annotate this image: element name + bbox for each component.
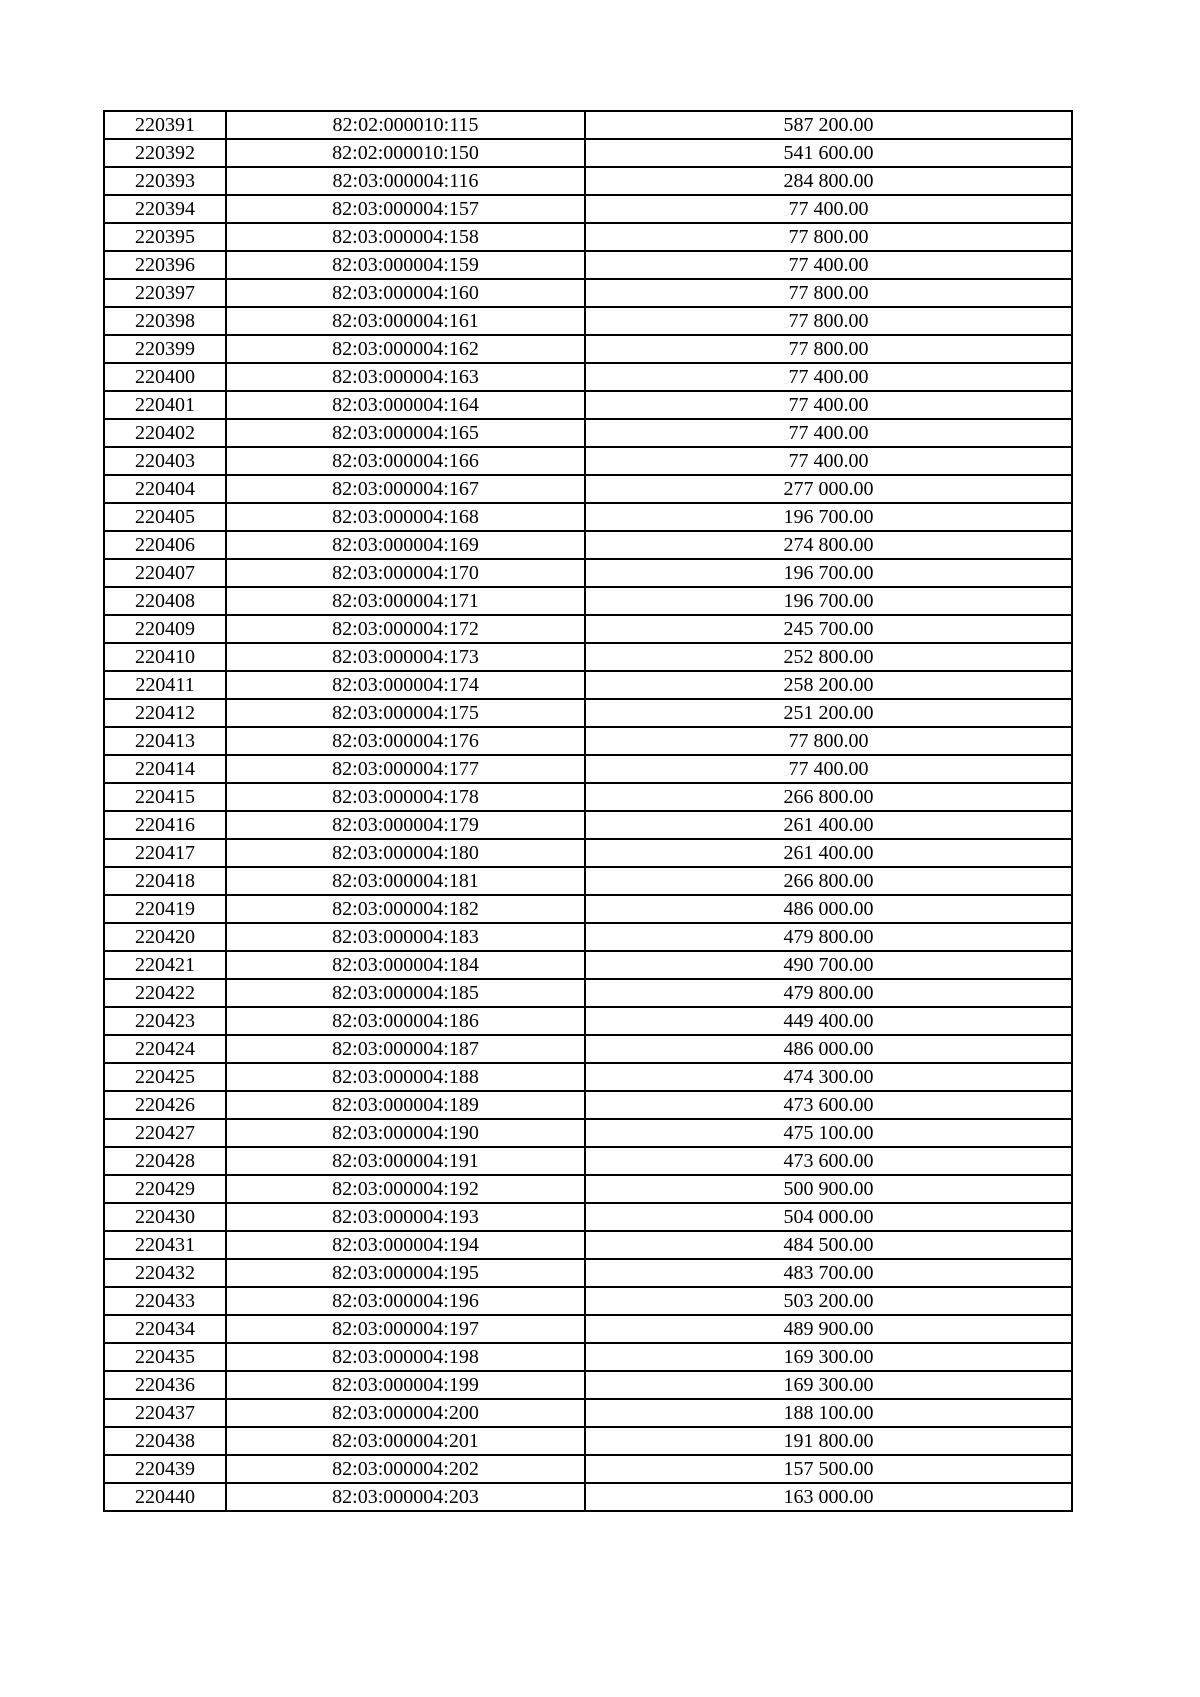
- value-cell: 266 800.00: [585, 867, 1072, 895]
- value-cell: 77 800.00: [585, 279, 1072, 307]
- cadastral-number-cell: 82:03:000004:183: [226, 923, 585, 951]
- cadastral-number-cell: 82:03:000004:164: [226, 391, 585, 419]
- table-row: [104, 1007, 1072, 1035]
- cadastral-number-cell: 82:03:000004:176: [226, 727, 585, 755]
- table-row: [104, 811, 1072, 839]
- row-number-cell: 220425: [104, 1063, 226, 1091]
- value-cell: 252 800.00: [585, 643, 1072, 671]
- cadastral-number-cell: 82:03:000004:203: [226, 1483, 585, 1511]
- value-cell: 77 400.00: [585, 195, 1072, 223]
- value-cell: 479 800.00: [585, 923, 1072, 951]
- value-cell: 449 400.00: [585, 1007, 1072, 1035]
- cadastral-number-cell: 82:03:000004:158: [226, 223, 585, 251]
- cadastral-number-cell: 82:03:000004:116: [226, 167, 585, 195]
- table-row: [104, 419, 1072, 447]
- row-number-cell: 220405: [104, 503, 226, 531]
- row-number-cell: 220421: [104, 951, 226, 979]
- cadastral-number-cell: 82:03:000004:161: [226, 307, 585, 335]
- row-number-cell: 220393: [104, 167, 226, 195]
- value-cell: 490 700.00: [585, 951, 1072, 979]
- value-cell: 77 800.00: [585, 223, 1072, 251]
- cadastral-number-cell: 82:03:000004:171: [226, 587, 585, 615]
- row-number-cell: 220433: [104, 1287, 226, 1315]
- row-number-cell: 220417: [104, 839, 226, 867]
- cadastral-number-cell: 82:03:000004:193: [226, 1203, 585, 1231]
- table-row: [104, 279, 1072, 307]
- row-number-cell: 220438: [104, 1427, 226, 1455]
- table-row: [104, 1063, 1072, 1091]
- row-number-cell: 220437: [104, 1399, 226, 1427]
- cadastral-number-cell: 82:03:000004:186: [226, 1007, 585, 1035]
- value-cell: 196 700.00: [585, 587, 1072, 615]
- cadastral-number-cell: 82:03:000004:189: [226, 1091, 585, 1119]
- cadastral-number-cell: 82:03:000004:166: [226, 447, 585, 475]
- cadastral-number-cell: 82:03:000004:159: [226, 251, 585, 279]
- cadastral-number-cell: 82:03:000004:199: [226, 1371, 585, 1399]
- table-row: [104, 1203, 1072, 1231]
- table-row: [104, 391, 1072, 419]
- table-row: [104, 951, 1072, 979]
- table-row: [104, 895, 1072, 923]
- table-row: [104, 1259, 1072, 1287]
- value-cell: 196 700.00: [585, 559, 1072, 587]
- value-cell: 484 500.00: [585, 1231, 1072, 1259]
- table-row: [104, 587, 1072, 615]
- value-cell: 266 800.00: [585, 783, 1072, 811]
- cadastral-number-cell: 82:03:000004:190: [226, 1119, 585, 1147]
- table-body: [104, 111, 1072, 1511]
- cadastral-number-cell: 82:03:000004:192: [226, 1175, 585, 1203]
- value-cell: 277 000.00: [585, 475, 1072, 503]
- cadastral-number-cell: 82:03:000004:177: [226, 755, 585, 783]
- value-cell: 479 800.00: [585, 979, 1072, 1007]
- cadastral-number-cell: 82:02:000010:150: [226, 139, 585, 167]
- cadastral-number-cell: 82:03:000004:172: [226, 615, 585, 643]
- row-number-cell: 220414: [104, 755, 226, 783]
- value-cell: 489 900.00: [585, 1315, 1072, 1343]
- row-number-cell: 220428: [104, 1147, 226, 1175]
- cadastral-number-cell: 82:03:000004:174: [226, 671, 585, 699]
- cadastral-number-cell: 82:03:000004:157: [226, 195, 585, 223]
- row-number-cell: 220419: [104, 895, 226, 923]
- value-cell: 77 400.00: [585, 363, 1072, 391]
- cadastral-number-cell: 82:03:000004:184: [226, 951, 585, 979]
- row-number-cell: 220410: [104, 643, 226, 671]
- table-row: [104, 699, 1072, 727]
- table-row: [104, 1119, 1072, 1147]
- cadastral-number-cell: 82:03:000004:162: [226, 335, 585, 363]
- value-cell: 503 200.00: [585, 1287, 1072, 1315]
- cadastral-number-cell: 82:03:000004:179: [226, 811, 585, 839]
- cadastral-number-cell: 82:03:000004:160: [226, 279, 585, 307]
- table-row: [104, 1147, 1072, 1175]
- value-cell: 274 800.00: [585, 531, 1072, 559]
- value-cell: 77 800.00: [585, 727, 1072, 755]
- value-cell: 473 600.00: [585, 1091, 1072, 1119]
- row-number-cell: 220422: [104, 979, 226, 1007]
- cadastral-value-table: [103, 110, 1073, 1512]
- cadastral-number-cell: 82:03:000004:168: [226, 503, 585, 531]
- value-cell: 77 400.00: [585, 447, 1072, 475]
- cadastral-number-cell: 82:03:000004:167: [226, 475, 585, 503]
- cadastral-number-cell: 82:03:000004:194: [226, 1231, 585, 1259]
- row-number-cell: 220402: [104, 419, 226, 447]
- table-row: [104, 139, 1072, 167]
- table-row: [104, 559, 1072, 587]
- value-cell: 486 000.00: [585, 1035, 1072, 1063]
- value-cell: 77 400.00: [585, 391, 1072, 419]
- value-cell: 284 800.00: [585, 167, 1072, 195]
- table-row: [104, 979, 1072, 1007]
- table-row: [104, 307, 1072, 335]
- row-number-cell: 220415: [104, 783, 226, 811]
- value-cell: 474 300.00: [585, 1063, 1072, 1091]
- cadastral-number-cell: 82:03:000004:202: [226, 1455, 585, 1483]
- row-number-cell: 220424: [104, 1035, 226, 1063]
- cadastral-number-cell: 82:03:000004:178: [226, 783, 585, 811]
- table-row: [104, 1371, 1072, 1399]
- table-row: [104, 363, 1072, 391]
- table-row: [104, 167, 1072, 195]
- value-cell: 251 200.00: [585, 699, 1072, 727]
- value-cell: 258 200.00: [585, 671, 1072, 699]
- cadastral-number-cell: 82:03:000004:170: [226, 559, 585, 587]
- value-cell: 473 600.00: [585, 1147, 1072, 1175]
- table-row: [104, 1035, 1072, 1063]
- table-row: [104, 447, 1072, 475]
- cadastral-number-cell: 82:03:000004:191: [226, 1147, 585, 1175]
- cadastral-number-cell: 82:03:000004:197: [226, 1315, 585, 1343]
- row-number-cell: 220432: [104, 1259, 226, 1287]
- row-number-cell: 220399: [104, 335, 226, 363]
- table-row: [104, 1483, 1072, 1511]
- cadastral-number-cell: 82:03:000004:198: [226, 1343, 585, 1371]
- table-row: [104, 335, 1072, 363]
- cadastral-number-cell: 82:03:000004:187: [226, 1035, 585, 1063]
- cadastral-number-cell: 82:03:000004:185: [226, 979, 585, 1007]
- cadastral-number-cell: 82:03:000004:188: [226, 1063, 585, 1091]
- row-number-cell: 220430: [104, 1203, 226, 1231]
- cadastral-number-cell: 82:03:000004:200: [226, 1399, 585, 1427]
- row-number-cell: 220411: [104, 671, 226, 699]
- table-row: [104, 1399, 1072, 1427]
- value-cell: 486 000.00: [585, 895, 1072, 923]
- cadastral-number-cell: 82:03:000004:180: [226, 839, 585, 867]
- value-cell: 196 700.00: [585, 503, 1072, 531]
- row-number-cell: 220408: [104, 587, 226, 615]
- cadastral-number-cell: 82:03:000004:201: [226, 1427, 585, 1455]
- table-row: [104, 1091, 1072, 1119]
- row-number-cell: 220439: [104, 1455, 226, 1483]
- cadastral-number-cell: 82:03:000004:182: [226, 895, 585, 923]
- row-number-cell: 220429: [104, 1175, 226, 1203]
- row-number-cell: 220416: [104, 811, 226, 839]
- table-row: [104, 755, 1072, 783]
- row-number-cell: 220394: [104, 195, 226, 223]
- table-row: [104, 1231, 1072, 1259]
- value-cell: 483 700.00: [585, 1259, 1072, 1287]
- cadastral-number-cell: 82:03:000004:163: [226, 363, 585, 391]
- table-row: [104, 671, 1072, 699]
- cadastral-number-cell: 82:03:000004:173: [226, 643, 585, 671]
- table-row: [104, 839, 1072, 867]
- row-number-cell: 220403: [104, 447, 226, 475]
- value-cell: 169 300.00: [585, 1371, 1072, 1399]
- row-number-cell: 220404: [104, 475, 226, 503]
- table-row: [104, 1175, 1072, 1203]
- table-row: [104, 1427, 1072, 1455]
- cadastral-number-cell: 82:03:000004:196: [226, 1287, 585, 1315]
- table-row: [104, 867, 1072, 895]
- value-cell: 191 800.00: [585, 1427, 1072, 1455]
- table-row: [104, 615, 1072, 643]
- cadastral-number-cell: 82:02:000010:115: [226, 111, 585, 139]
- row-number-cell: 220391: [104, 111, 226, 139]
- table-row: [104, 1455, 1072, 1483]
- row-number-cell: 220392: [104, 139, 226, 167]
- row-number-cell: 220400: [104, 363, 226, 391]
- row-number-cell: 220406: [104, 531, 226, 559]
- value-cell: 504 000.00: [585, 1203, 1072, 1231]
- value-cell: 587 200.00: [585, 111, 1072, 139]
- cadastral-number-cell: 82:03:000004:165: [226, 419, 585, 447]
- value-cell: 541 600.00: [585, 139, 1072, 167]
- value-cell: 245 700.00: [585, 615, 1072, 643]
- value-cell: 157 500.00: [585, 1455, 1072, 1483]
- cadastral-number-cell: 82:03:000004:181: [226, 867, 585, 895]
- value-cell: 475 100.00: [585, 1119, 1072, 1147]
- row-number-cell: 220413: [104, 727, 226, 755]
- value-cell: 163 000.00: [585, 1483, 1072, 1511]
- row-number-cell: 220431: [104, 1231, 226, 1259]
- row-number-cell: 220395: [104, 223, 226, 251]
- value-cell: 77 400.00: [585, 251, 1072, 279]
- table-row: [104, 1343, 1072, 1371]
- table-row: [104, 727, 1072, 755]
- table-row: [104, 251, 1072, 279]
- table-row: [104, 643, 1072, 671]
- row-number-cell: 220418: [104, 867, 226, 895]
- row-number-cell: 220398: [104, 307, 226, 335]
- value-cell: 188 100.00: [585, 1399, 1072, 1427]
- value-cell: 261 400.00: [585, 839, 1072, 867]
- table-row: [104, 503, 1072, 531]
- row-number-cell: 220401: [104, 391, 226, 419]
- cadastral-number-cell: 82:03:000004:195: [226, 1259, 585, 1287]
- value-cell: 500 900.00: [585, 1175, 1072, 1203]
- value-cell: 77 400.00: [585, 419, 1072, 447]
- row-number-cell: 220409: [104, 615, 226, 643]
- cadastral-number-cell: 82:03:000004:169: [226, 531, 585, 559]
- value-cell: 77 800.00: [585, 335, 1072, 363]
- table-row: [104, 783, 1072, 811]
- row-number-cell: 220397: [104, 279, 226, 307]
- cadastral-number-cell: 82:03:000004:175: [226, 699, 585, 727]
- value-cell: 261 400.00: [585, 811, 1072, 839]
- row-number-cell: 220435: [104, 1343, 226, 1371]
- table-row: [104, 923, 1072, 951]
- row-number-cell: 220427: [104, 1119, 226, 1147]
- value-cell: 77 800.00: [585, 307, 1072, 335]
- table-row: [104, 531, 1072, 559]
- row-number-cell: 220426: [104, 1091, 226, 1119]
- row-number-cell: 220420: [104, 923, 226, 951]
- row-number-cell: 220407: [104, 559, 226, 587]
- row-number-cell: 220396: [104, 251, 226, 279]
- table-row: [104, 475, 1072, 503]
- row-number-cell: 220436: [104, 1371, 226, 1399]
- value-cell: 169 300.00: [585, 1343, 1072, 1371]
- table-row: [104, 111, 1072, 139]
- table-row: [104, 1287, 1072, 1315]
- row-number-cell: 220412: [104, 699, 226, 727]
- row-number-cell: 220423: [104, 1007, 226, 1035]
- row-number-cell: 220434: [104, 1315, 226, 1343]
- row-number-cell: 220440: [104, 1483, 226, 1511]
- table-row: [104, 195, 1072, 223]
- value-cell: 77 400.00: [585, 755, 1072, 783]
- table-row: [104, 1315, 1072, 1343]
- table-row: [104, 223, 1072, 251]
